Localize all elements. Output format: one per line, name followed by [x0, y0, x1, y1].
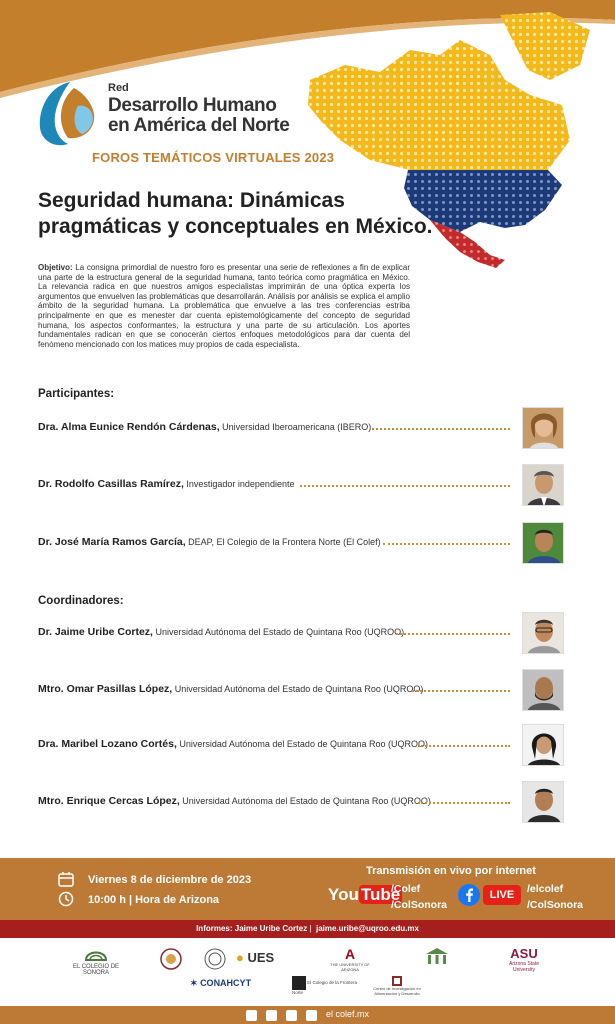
informes-email[interactable]: jaime.uribe@uqroo.edu.mx [315, 924, 419, 933]
facebook-handle-1[interactable]: /elcolef [527, 883, 564, 895]
uofa-logo: A THE UNIVERSITY OF ARIZONA [330, 946, 370, 972]
logo-title-line-1: Desarrollo Humano [108, 95, 277, 116]
email-icon[interactable] [246, 1010, 257, 1021]
sponsor-logos [0, 938, 615, 1008]
facebook-handle-2[interactable]: /ColSonora [527, 899, 584, 911]
dotted-leader [412, 690, 510, 692]
coordinator-text [38, 738, 428, 750]
coordinator-photo [522, 669, 564, 711]
facebook-icon[interactable] [458, 884, 480, 906]
participant-photo [522, 522, 564, 564]
page-title [38, 188, 458, 240]
ues-name: UES [247, 950, 275, 965]
coordinator-row [38, 669, 568, 713]
logo-title-line-2: en América del Norte [108, 115, 290, 136]
dotted-leader [372, 428, 510, 430]
colson-emblem-icon [84, 946, 108, 962]
logo-red-label: Red [108, 82, 129, 94]
dotted-leader [300, 485, 510, 487]
temple-logo-icon [424, 946, 450, 968]
conahcyt-logo: ✶ CONAHCYT [190, 978, 252, 988]
dotted-leader [418, 745, 510, 747]
title-line-1: Seguridad humana: Dinámicas [38, 189, 345, 212]
coordinator-text [38, 626, 404, 638]
ciad-logo [372, 976, 422, 996]
colef-name: El Colegio de la Frontera Norte [292, 980, 358, 995]
informes-label: Informes: Jaime Uribe Cortez [196, 924, 308, 933]
participant-affiliation: Universidad Iberoamericana (IBERO) [219, 422, 372, 432]
participant-photo [522, 407, 564, 449]
coordinator-text [38, 795, 431, 807]
event-time: 10:00 h | Hora de Arizona [88, 894, 220, 906]
objetivo-paragraph [38, 263, 410, 349]
coordinator-row [38, 612, 568, 656]
objetivo-label: Objetivo: [38, 263, 73, 272]
asu-logo [506, 946, 542, 973]
title-line-2: pragmáticas y conceptuales en México. [38, 215, 433, 238]
participant-affiliation: DEAP, El Colegio de la Frontera Norte (El Colef) [185, 537, 381, 547]
dotted-leader [418, 802, 510, 804]
dotted-leader [396, 633, 510, 635]
coordinator-name: Mtro. Enrique Cercas López, [38, 795, 180, 807]
facebook-small-icon[interactable] [266, 1010, 277, 1021]
youtube-handle-1[interactable]: /Colef [391, 883, 421, 895]
event-date: Viernes 8 de diciembre de 2023 [88, 874, 252, 886]
asu-name: ASU [510, 946, 538, 961]
participant-row [38, 522, 568, 566]
participant-name: Dra. Alma Eunice Rendón Cárdenas, [38, 421, 220, 433]
asu-sub: Arizona State University [508, 961, 540, 973]
coordinator-affiliation: Universidad Autónoma del Estado de Quintana Roo (UQROO) [152, 627, 405, 637]
ues-logo: ● UES [236, 950, 275, 965]
colson-name: EL COLEGIO DE SONORA [72, 964, 120, 976]
coordinator-photo [522, 781, 564, 823]
bottom-social-bar [0, 1006, 615, 1024]
clock-icon [58, 891, 74, 907]
foros-subtitle: FOROS TEMÁTICOS VIRTUALES 2023 [92, 150, 335, 165]
participant-row [38, 407, 568, 451]
coordinator-affiliation: Universidad Autónoma del Estado de Quintana Roo (UQROO) [172, 684, 424, 694]
coordinator-affiliation: Universidad Autónoma del Estado de Quintana Roo (UQROO) [179, 796, 431, 806]
youtube-handle-2[interactable]: /ColSonora [391, 899, 448, 911]
logo-title [108, 96, 289, 136]
coordinator-row [38, 781, 568, 825]
coordinator-name: Dra. Maribel Lozano Cortés, [38, 738, 177, 750]
participantes-heading: Participantes: [38, 388, 115, 400]
participant-text [38, 421, 371, 433]
participant-row [38, 464, 568, 508]
participant-affiliation: Investigador independiente [183, 479, 295, 489]
objetivo-text: La consigna primordial de nuestro foro es presentar una serie de reflexiones a fin de explicar una parte de la estructura general de la seguridad humana, tanto teórica como pragmática en México. La relevancia radica en que nuestros amigos especialistas imprimirán de una óptica experta los argumentos que envuelven las problemáticas que desarrollarán. Análisis por análisis se explica el amplio ámbito de la seguridad humana. La problemática que envuelve a las tres conferencias estriba principalmente en que es menester dar cuenta epistemológicamente del concepto de seguridad humana, los aspectos conformantes, la estructura y una parte de su articulación. Los aportes fundamentales radican en que se conocerán ciertos enfoques metodológicos para dar cuenta del fenómeno mencionado con los matices muy propios de cada especialista. [38, 263, 410, 349]
informes-bar: Informes: Jaime Uribe Cortez | jaime.uribe@uqroo.edu.mx [0, 920, 615, 938]
transmision-heading: Transmisión en vivo por internet [366, 865, 536, 877]
coordinator-text [38, 683, 423, 695]
instagram-icon[interactable] [306, 1010, 317, 1021]
dotted-leader [383, 543, 510, 545]
calendar-icon [58, 871, 74, 887]
coordinator-name: Mtro. Omar Pasillas López, [38, 683, 173, 695]
coordinator-photo [522, 724, 564, 766]
youtube-tube: Tube [360, 885, 401, 904]
participant-photo [522, 464, 564, 506]
coordinadores-heading: Coordinadores: [38, 595, 124, 607]
participant-name: Dr. Rodolfo Casillas Ramírez, [38, 478, 184, 490]
conahcyt-name: CONAHCYT [200, 978, 252, 988]
colef-logo [292, 976, 362, 995]
coordinator-name: Dr. Jaime Uribe Cortez, [38, 626, 153, 638]
ciad-name: Centro de Investigación en Alimentación y Desarrollo [373, 986, 421, 996]
participant-name: Dr. José María Ramos García, [38, 536, 186, 548]
colson-logo [70, 946, 122, 976]
website-link[interactable]: el colef.mx [326, 1009, 370, 1019]
twitter-icon[interactable] [286, 1010, 297, 1021]
university-seal-icon [160, 948, 182, 970]
live-badge: LIVE [483, 885, 521, 905]
coordinator-photo [522, 612, 564, 654]
youtube-you: You [328, 885, 359, 904]
state-seal-icon [204, 948, 226, 970]
participant-text [38, 478, 294, 490]
uofa-name: THE UNIVERSITY OF ARIZONA [330, 962, 370, 972]
red-desarrollo-logo-icon [34, 78, 104, 150]
coordinator-row [38, 724, 568, 768]
coordinator-affiliation: Universidad Autónoma del Estado de Quintana Roo (UQROO) [176, 739, 428, 749]
participant-text [38, 536, 381, 548]
